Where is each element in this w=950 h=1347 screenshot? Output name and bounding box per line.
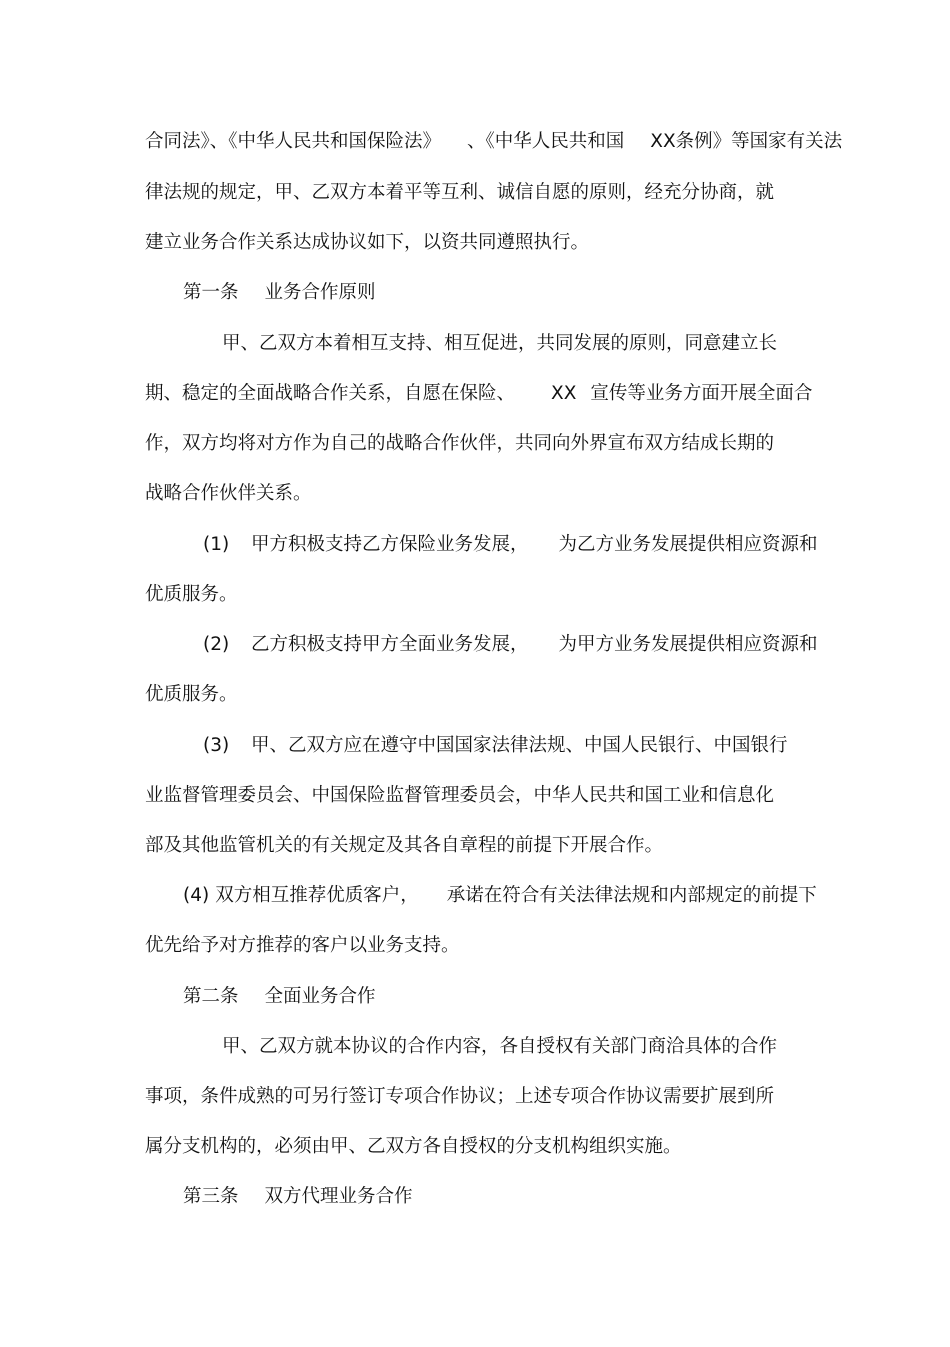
item-text: 乙方积极支持甲方全面业务发展， — [251, 634, 529, 655]
list-item-3-cont-2: 部及其他监管机关的有关规定及其各自章程的前提下开展合作。 — [145, 835, 664, 856]
article-title: 双方代理业务合作 — [264, 1186, 413, 1207]
intro-line-2: 律法规的规定，甲、乙双方本着平等互利、诚信自愿的原则，经充分协商，就 — [145, 182, 775, 203]
intro-line-1 — [145, 130, 842, 154]
item-number: (2) — [203, 634, 230, 655]
item-number: (1) — [203, 534, 230, 555]
article-2-heading — [183, 985, 376, 1009]
intro-line-3: 建立业务合作关系达成协议如下，以资共同遵照执行。 — [145, 232, 590, 253]
para-text: XX — [551, 383, 577, 404]
list-item-3 — [203, 734, 788, 758]
item-text: 为乙方业务发展提供相应资源和 — [558, 534, 818, 555]
intro-text: 合同法》、《中华人民共和国保险法》 — [145, 131, 442, 152]
list-item-1-cont: 优质服务。 — [145, 584, 238, 605]
item-text: 承诺在符合有关法律法规和内部规定的前提下 — [446, 885, 817, 906]
article-label: 第二条 — [183, 986, 239, 1007]
article-title: 全面业务合作 — [264, 986, 376, 1007]
item-text: 为甲方业务发展提供相应资源和 — [558, 634, 818, 655]
item-text: 双方相互推荐优质客户， — [215, 885, 419, 906]
para-text: 期、稳定的全面战略合作关系，自愿在保险、 — [145, 383, 516, 404]
article-1-para-line-3: 作，双方均将对方作为自己的战略合作伙伴，共同向外界宣布双方结成长期的 — [145, 433, 775, 454]
article-3-heading — [183, 1185, 413, 1209]
list-item-1 — [203, 533, 818, 557]
list-item-3-cont-1: 业监督管理委员会、中国保险监督管理委员会，中华人民共和国工业和信息化 — [145, 785, 775, 806]
article-title: 业务合作原则 — [264, 282, 376, 303]
article-2-para-line-1: 甲、乙双方就本协议的合作内容，各自授权有关部门商洽具体的合作 — [222, 1036, 778, 1057]
article-label: 第三条 — [183, 1186, 239, 1207]
intro-text: XX条例》等国家有关法 — [650, 131, 843, 152]
item-number: (4) — [183, 885, 210, 906]
item-number: (3) — [203, 735, 230, 756]
list-item-2 — [203, 633, 818, 657]
article-2-para-line-3: 属分支机构的，必须由甲、乙双方各自授权的分支机构组织实施。 — [145, 1136, 682, 1157]
list-item-4-cont: 优先给予对方推荐的客户以业务支持。 — [145, 935, 460, 956]
article-label: 第一条 — [183, 282, 239, 303]
article-1-heading — [183, 281, 376, 305]
article-1-para-line-4: 战略合作伙伴关系。 — [145, 483, 312, 504]
item-text: 甲、乙双方应在遵守中国国家法律法规、中国人民银行、中国银行 — [251, 735, 788, 756]
item-text: 甲方积极支持乙方保险业务发展， — [251, 534, 529, 555]
article-1-para-line-2 — [145, 382, 812, 406]
para-text: 宣传等业务方面开展全面合 — [590, 383, 813, 404]
list-item-2-cont: 优质服务。 — [145, 684, 238, 705]
article-2-para-line-2: 事项，条件成熟的可另行签订专项合作协议；上述专项合作协议需要扩展到所 — [145, 1086, 775, 1107]
list-item-4 — [183, 884, 817, 908]
article-1-para-line-1: 甲、乙双方本着相互支持、相互促进，共同发展的原则，同意建立长 — [222, 333, 778, 354]
intro-text: 、《中华人民共和国 — [467, 131, 625, 152]
